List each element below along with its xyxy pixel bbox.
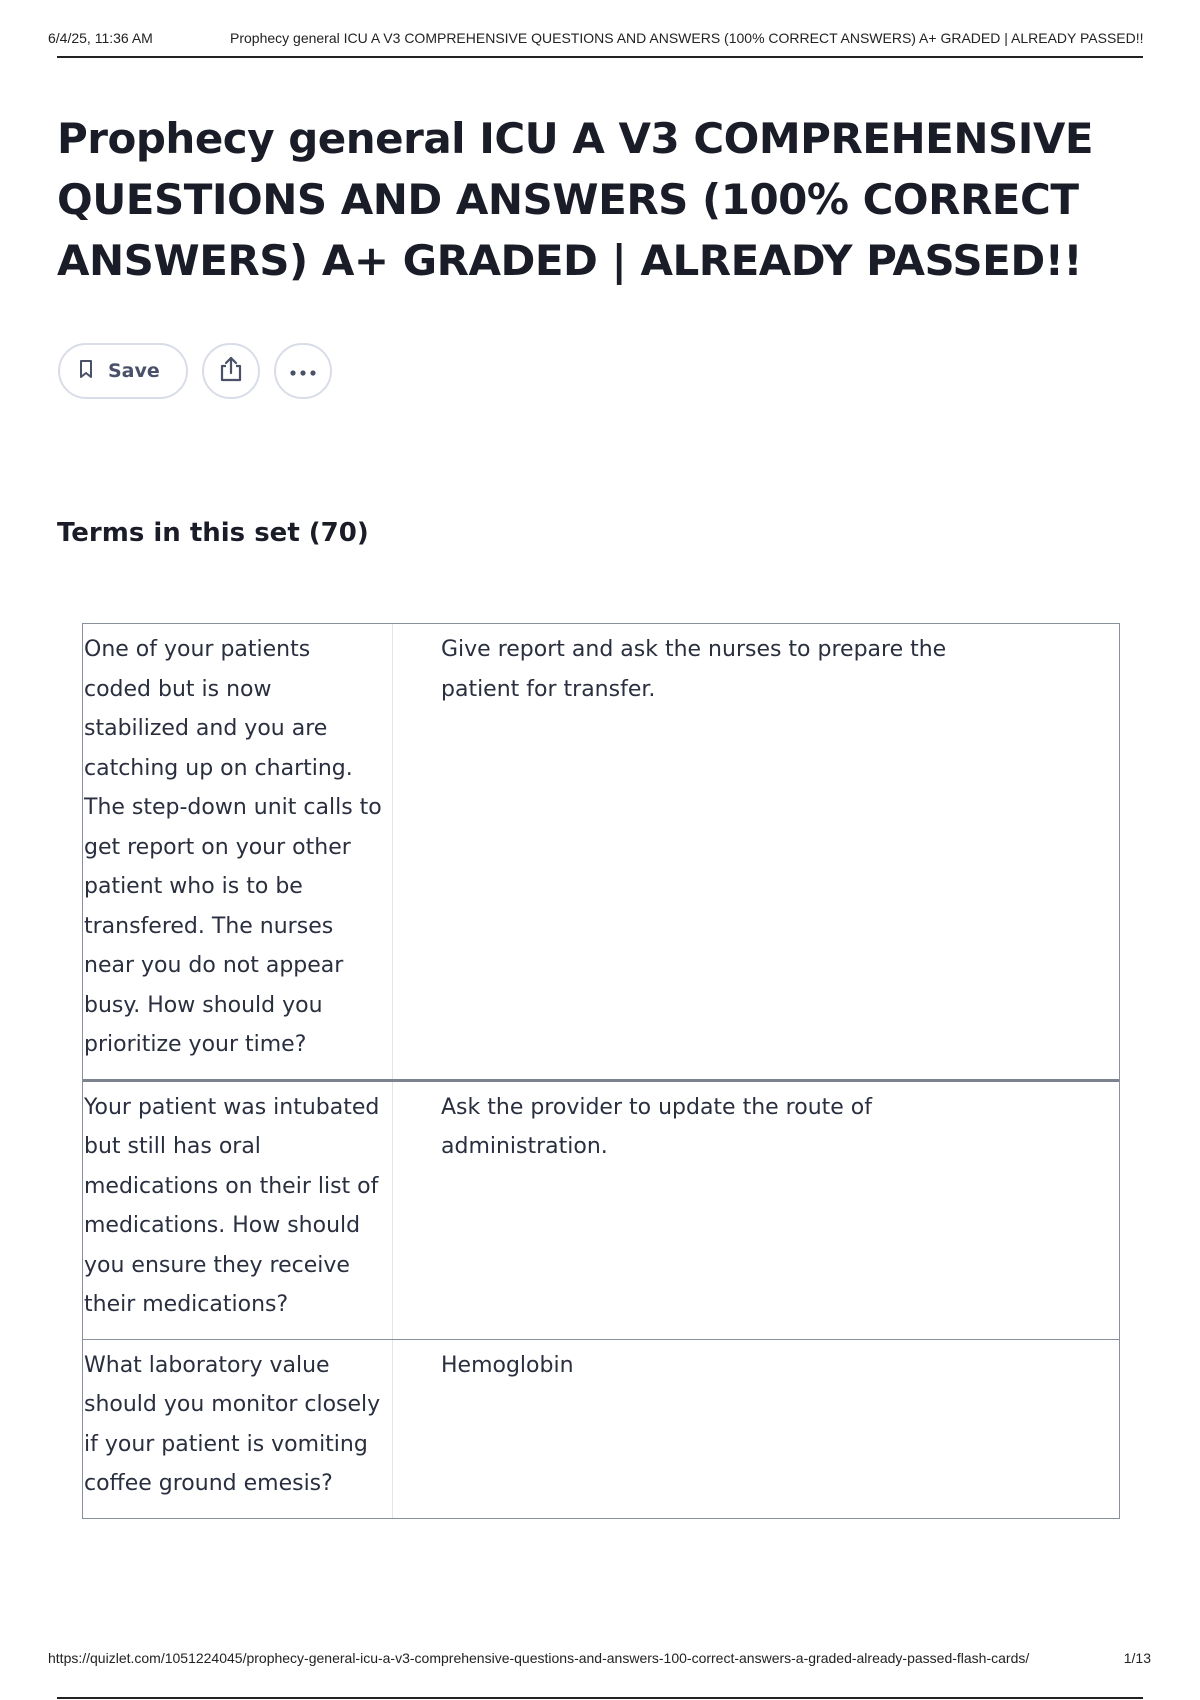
definition-text: Give report and ask the nurses to prepare the patient for transfer. — [441, 637, 947, 702]
page-number: 1/13 — [1123, 1650, 1151, 1666]
terms-heading: Terms in this set (70) — [57, 518, 369, 548]
share-button[interactable] — [202, 343, 260, 399]
save-button-label: Save — [108, 360, 160, 382]
more-options-button[interactable] — [274, 343, 332, 399]
terms-table — [82, 623, 1120, 1519]
print-footer — [48, 1650, 1151, 1670]
definition-text: Hemoglobin — [441, 1352, 574, 1378]
print-header — [48, 30, 1144, 56]
more-options-icon — [289, 362, 317, 381]
footer-divider — [57, 1697, 1143, 1699]
print-doc-title: Prophecy general ICU A V3 COMPREHENSIVE QUESTIONS AND ANSWERS (100% CORRECT ANSWERS) A+ GRADED | ALREADY PASSED!! — [230, 30, 1144, 46]
page-title: Prophecy general ICU A V3 COMPREHENSIVE QUESTIONS AND ANSWERS (100% CORRECT ANSWERS) A+ GRADED | ALREADY PASSED!! — [57, 114, 1094, 285]
term-text: Your patient was intubated but still has oral medications on their list of medications. How should you ensure they receive their medications? — [83, 1082, 393, 1339]
print-datetime: 6/4/25, 11:36 AM — [48, 30, 153, 46]
save-button[interactable] — [58, 343, 188, 399]
term-row — [83, 1082, 1119, 1340]
definition-cell — [393, 1082, 1119, 1339]
definition-cell — [393, 624, 1119, 1079]
bookmark-icon — [78, 359, 94, 383]
page-url: https://quizlet.com/1051224045/prophecy-general-icu-a-v3-comprehensive-questions-and-answers-100-correct-answers-a-graded-already-passed-flash-cards/ — [48, 1650, 1030, 1666]
definition-cell — [393, 1340, 1119, 1518]
share-icon — [218, 355, 244, 387]
header-divider — [57, 56, 1143, 58]
definition-text: Ask the provider to update the route of administration. — [441, 1094, 873, 1159]
term-text: One of your patients coded but is now stabilized and you are catching up on charting. The step-down unit calls to get report on your other patient who is to be transfered. The nurses near you do not appear busy. How should you prioritize your time? — [83, 624, 393, 1079]
term-text: What laboratory value should you monitor closely if your patient is vomiting coffee ground emesis? — [83, 1340, 393, 1518]
term-row — [83, 1340, 1119, 1518]
term-row — [83, 624, 1119, 1082]
